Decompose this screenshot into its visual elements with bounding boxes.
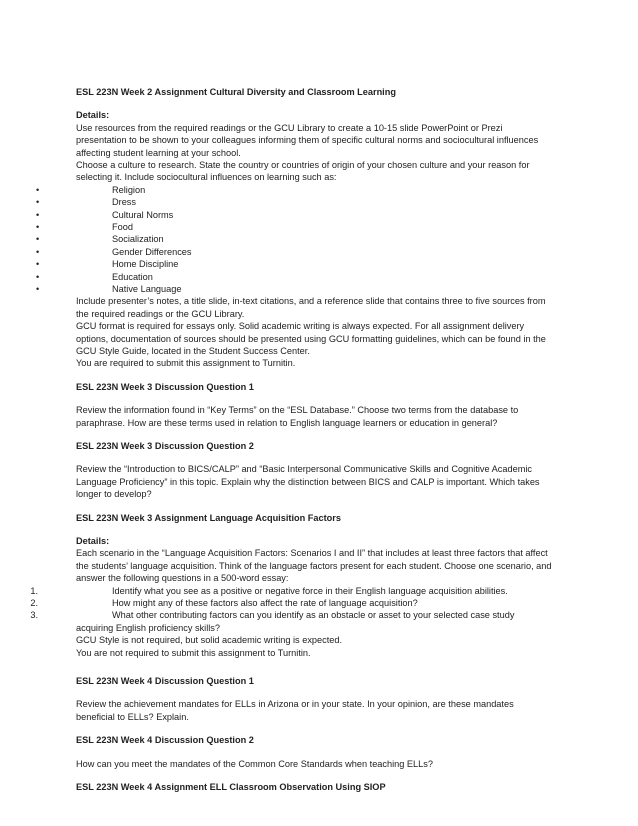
list-item <box>30 609 576 621</box>
section-title: ESL 223N Week 3 Assignment Language Acquisition Factors <box>76 512 341 523</box>
list-item-label: How might any of these factors also affect the rate of language acquisition? <box>112 598 418 609</box>
list-item-label: Gender Differences <box>112 246 192 257</box>
document-body <box>30 86 576 794</box>
list-item-label: Native Language <box>112 283 182 294</box>
text-line: Review the achievement mandates for ELLs in Arizona or in your state. In your opinion, are these mandates <box>76 699 514 710</box>
bullet-icon: • <box>36 222 40 233</box>
bullet-icon: • <box>36 246 40 257</box>
text-line: Include presenter’s notes, a title slide, in-text citations, and a reference slide that contains three to five sources from <box>76 296 546 307</box>
section-title: ESL 223N Week 4 Assignment ELL Classroom Observation Using SIOP <box>76 782 386 793</box>
list-item <box>36 271 576 283</box>
section-title: ESL 223N Week 3 Discussion Question 1 <box>76 381 254 392</box>
list-item-label: What other contributing factors can you identify as an obstacle or asset to your selected case study <box>112 610 515 621</box>
section-title: ESL 223N Week 3 Discussion Question 2 <box>76 441 254 452</box>
text-line: beneficial to ELLs? Explain. <box>76 711 189 722</box>
list-item <box>36 196 576 208</box>
paragraph <box>76 698 576 723</box>
text-line: Use resources from the required readings or the GCU Library to create a 10-15 slide PowerPoint or Prezi <box>76 122 503 133</box>
list-item <box>36 184 576 196</box>
list-item <box>36 209 576 221</box>
paragraph <box>76 547 576 584</box>
text-line: How can you meet the mandates of the Common Core Standards when teaching ELLs? <box>76 758 433 769</box>
list-item-label: Food <box>112 222 133 233</box>
text-line: Review the information found in “Key Terms” on the “ESL Database.” Choose two terms from the database to <box>76 405 519 416</box>
list-item-label: Education <box>112 271 153 282</box>
list-number: 1. <box>30 585 38 596</box>
list-item <box>36 258 576 270</box>
bullet-icon: • <box>36 197 40 208</box>
section-title: ESL 223N Week 4 Discussion Question 1 <box>76 676 254 687</box>
list-item <box>36 233 576 245</box>
list-item-label: Religion <box>112 184 146 195</box>
section-title: ESL 223N Week 4 Discussion Question 2 <box>76 735 254 746</box>
bullet-list <box>36 184 576 296</box>
list-item <box>36 221 576 233</box>
paragraph <box>76 122 576 184</box>
list-item-label: Dress <box>112 197 136 208</box>
list-item <box>36 246 576 258</box>
list-item <box>30 585 576 597</box>
list-item-label: Cultural Norms <box>112 209 174 220</box>
list-number: 2. <box>30 598 38 609</box>
list-item-label: Home Discipline <box>112 259 179 270</box>
text-line: GCU Style is not required, but solid academic writing is expected. <box>76 635 343 646</box>
bullet-icon: • <box>36 283 40 294</box>
text-line: paraphrase. How are these terms used in relation to English language learners or education in general? <box>76 417 498 428</box>
text-line: GCU format is required for essays only. Solid academic writing is always expected. For all assignment delivery <box>76 321 525 332</box>
list-item-label: Identify what you see as a positive or negative force in their English language acquisition abilities. <box>112 585 508 596</box>
text-line: Language Proficiency” in this topic. Explain why the distinction between BICS and CALP is important. Which takes <box>76 476 540 487</box>
paragraph <box>76 758 576 770</box>
text-line: Each scenario in the “Language Acquisition Factors: Scenarios I and II” that includes at least three factors that affect <box>76 548 548 559</box>
text-line: options, documentation of sources should be presented using GCU formatting guidelines, which can be found in the <box>76 333 546 344</box>
text-line: the students’ language acquisition. Think of the language factors present for each student. Choose one scenario, and <box>76 560 552 571</box>
paragraph <box>76 622 576 659</box>
numbered-list <box>30 585 576 622</box>
bullet-icon: • <box>36 271 40 282</box>
details-label: Details: <box>76 536 110 547</box>
text-line: presentation to be shown to your colleagues informing them of specific cultural norms and sociocultural influences <box>76 135 539 146</box>
text-line: the required readings or the GCU Library. <box>76 308 245 319</box>
text-line: longer to develop? <box>76 489 152 500</box>
paragraph <box>76 463 576 500</box>
text-line: GCU Style Guide, located in the Student Success Center. <box>76 345 310 356</box>
paragraph <box>76 404 576 429</box>
details-label: Details: <box>76 110 110 121</box>
section-title: ESL 223N Week 2 Assignment Cultural Diversity and Classroom Learning <box>76 87 396 97</box>
text-line: acquiring English proficiency skills? <box>76 622 221 633</box>
list-item <box>36 283 576 295</box>
bullet-icon: • <box>36 209 40 220</box>
paragraph <box>76 295 576 369</box>
text-line: selecting it. Include sociocultural influences on learning such as: <box>76 172 337 183</box>
bullet-icon: • <box>36 234 40 245</box>
list-item-label: Socialization <box>112 234 164 245</box>
bullet-icon: • <box>36 259 40 270</box>
text-line: answer the following questions in a 500-word essay: <box>76 573 289 584</box>
text-line: You are not required to submit this assignment to Turnitin. <box>76 647 311 658</box>
text-line: affecting student learning at your school. <box>76 147 241 158</box>
bullet-icon: • <box>36 184 40 195</box>
text-line: Review the “Introduction to BICS/CALP” and “Basic Interpersonal Communicative Skills and Cognitive Academic <box>76 464 533 475</box>
text-line: You are required to submit this assignment to Turnitin. <box>76 358 296 369</box>
list-item <box>30 597 576 609</box>
list-number: 3. <box>30 610 38 621</box>
text-line: Choose a culture to research. State the country or countries of origin of your chosen culture and your reason for <box>76 160 530 171</box>
